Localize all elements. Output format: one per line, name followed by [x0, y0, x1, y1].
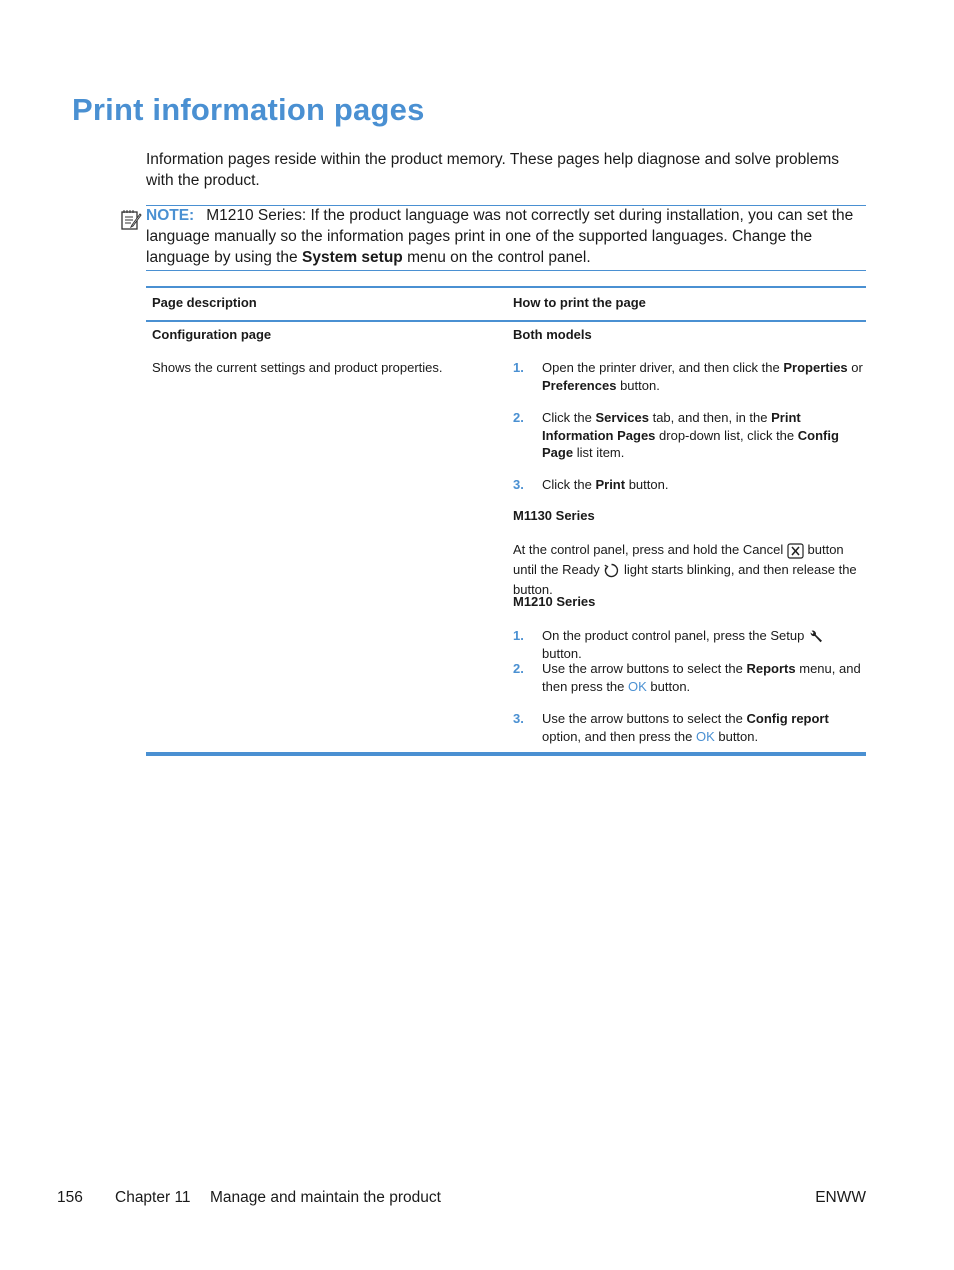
ok-term: OK — [695, 728, 715, 744]
m1210-heading: M1210 Series — [513, 594, 596, 609]
step-text: Click the Services tab, and then, in the Print Information Pages drop-down list, click the Config Page list item. — [542, 410, 839, 460]
step-number: 2. — [513, 410, 524, 425]
table-header-page-description: Page description — [152, 295, 257, 310]
ok-term: OK — [628, 678, 647, 694]
note-text-after: menu on the control panel. — [402, 249, 591, 266]
step-number: 1. — [513, 628, 524, 643]
footer-code: ENWW — [815, 1189, 866, 1206]
wrench-icon — [808, 629, 824, 645]
step-number: 2. — [513, 661, 524, 676]
table-bottom-rule — [146, 752, 866, 756]
footer-chapter-title: Manage and maintain the product — [210, 1189, 441, 1206]
cancel-icon — [787, 543, 804, 559]
step-number: 1. — [513, 360, 524, 375]
footer-page-number: 156 — [57, 1189, 83, 1206]
note-text-before: M1210 Series: If the product language was not correctly set during installation, you can set the language manually so the information pages print in one of the supported languages. Change the language by using the — [146, 207, 854, 266]
system-setup-term: System setup — [301, 249, 403, 266]
m1130-instructions: At the control panel, press and hold the Cancel button until the Ready light starts blinking, and then release the button. — [513, 542, 857, 597]
note-text — [146, 205, 858, 268]
note-icon — [119, 208, 143, 232]
step-text: Use the arrow buttons to select the Config report option, and then press the OK button. — [542, 711, 829, 744]
step-text: Click the Print button. — [542, 477, 669, 492]
page-title: Print information pages — [72, 92, 425, 127]
step-text: On the product control panel, press the Setup button. — [542, 627, 865, 662]
table-header-how-to-print: How to print the page — [513, 295, 646, 310]
both-models-heading: Both models — [513, 327, 592, 342]
m1130-heading: M1130 Series — [513, 508, 595, 523]
note-label: NOTE: — [146, 207, 195, 224]
footer-chapter: Chapter 11 — [115, 1189, 191, 1206]
table-top-rule — [146, 286, 866, 288]
step-text: Use the arrow buttons to select the Reports menu, and then press the OK button. — [542, 661, 861, 694]
row-description: Shows the current settings and product properties. — [152, 360, 443, 375]
row-title: Configuration page — [152, 327, 272, 342]
table-header-rule — [146, 320, 866, 322]
intro-paragraph: Information pages reside within the product memory. These pages help diagnose and solve problems with the product. — [146, 151, 840, 189]
step-number: 3. — [513, 477, 524, 492]
step-number: 3. — [513, 711, 524, 726]
step-text: Open the printer driver, and then click the Properties or Preferences button. — [542, 360, 863, 393]
note-rule-bottom — [146, 270, 866, 271]
ready-icon — [603, 562, 620, 579]
